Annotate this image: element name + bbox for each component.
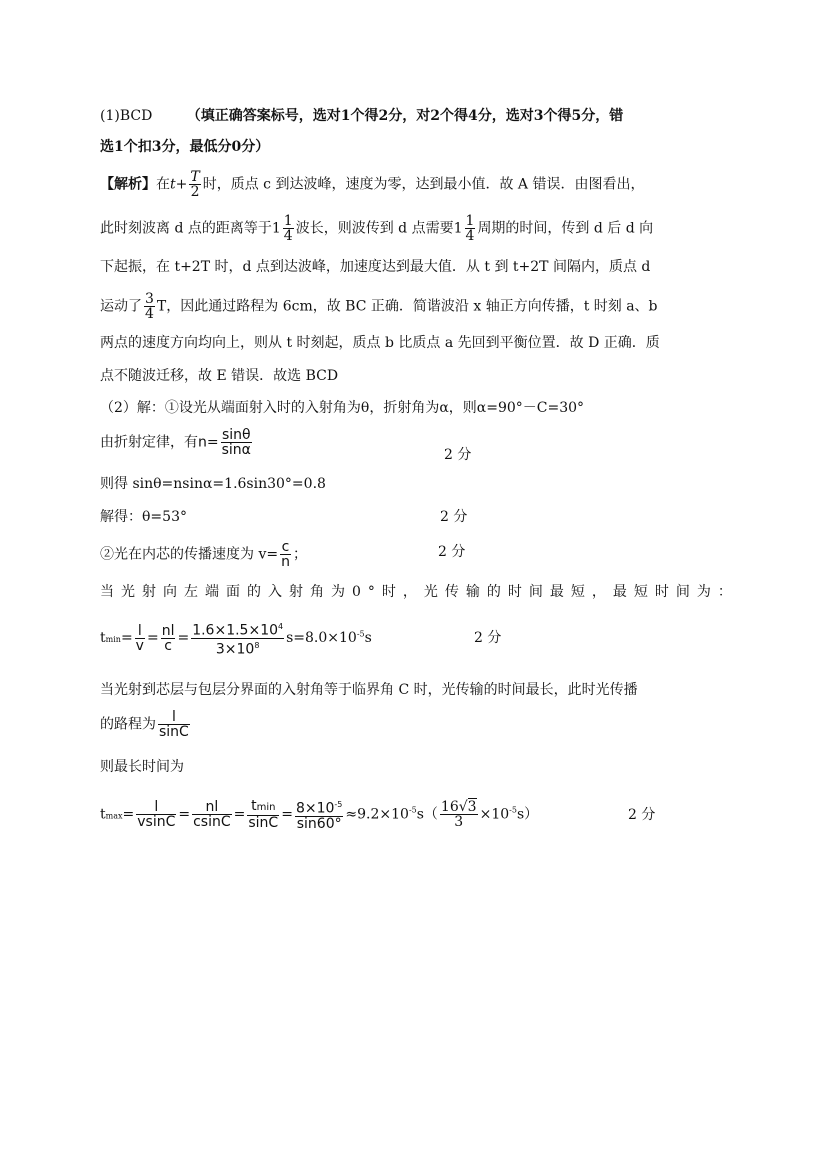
sub: min xyxy=(256,801,276,813)
analysis-line-4 xyxy=(100,292,658,321)
answer: (1)BCD xyxy=(100,108,153,124)
analysis-line-6: 点不随波迁移，故 E 错误．故选 BCD xyxy=(100,368,339,384)
num: c xyxy=(281,539,290,555)
eq: = xyxy=(122,806,135,823)
text: 周期的时间，传到 d 后 d 向 xyxy=(477,220,654,237)
num: nl xyxy=(192,800,232,815)
den: 3×10 xyxy=(215,641,255,658)
part2-line-10: 则最长时间为 xyxy=(100,759,184,775)
sub: max xyxy=(105,811,123,821)
exp: -5 xyxy=(408,805,417,815)
eq: = xyxy=(146,630,159,647)
t: t xyxy=(100,630,106,647)
num: 1.6×1.5×10 xyxy=(192,622,279,639)
num: 1 xyxy=(283,213,293,229)
exp: -5 xyxy=(334,800,343,809)
text: 在 xyxy=(156,176,170,193)
eq: = xyxy=(177,630,190,647)
tail: ×10 xyxy=(479,806,510,823)
part1-answer-line xyxy=(100,106,623,126)
var-t: t xyxy=(170,176,176,193)
fraction-sqrt: $\frac{16√3}{3}$ xyxy=(440,798,477,830)
part2-line-4: 解得：θ=53° xyxy=(100,509,187,525)
analysis-line-3: 下起振，在 t+2T 时，d 点到达波峰，加速度达到最大值．从 t 到 t+2T 间隔内，质点 d xyxy=(100,259,651,275)
instruction: （填正确答案标号，选对1个得2分，对2个得4分，选对3个得5分，错 xyxy=(186,108,624,124)
fraction xyxy=(135,624,145,653)
analysis-line-1 xyxy=(100,170,644,199)
num: t xyxy=(251,797,257,814)
text: T，因此通过路程为 6cm，故 BC 正确．简谐波沿 x 轴正方向传播，t 时刻 a、b xyxy=(156,298,658,315)
den: vsinC xyxy=(137,813,176,830)
text: 的路程为 xyxy=(100,716,156,733)
fraction xyxy=(161,624,176,653)
int: 1 xyxy=(271,220,281,237)
fraction-sin xyxy=(221,428,252,457)
text: 波长，则波传到 d 点需要 xyxy=(295,220,454,237)
num: T xyxy=(190,169,200,185)
t: t xyxy=(100,806,106,823)
unit: s） xyxy=(516,806,539,823)
plus: + xyxy=(175,176,188,193)
fraction xyxy=(191,620,284,656)
part2-line-7 xyxy=(100,620,372,656)
num: 1 xyxy=(465,213,475,229)
fraction xyxy=(158,710,190,739)
fraction-c-n xyxy=(280,540,291,569)
result: s=8.0×10 xyxy=(286,630,357,647)
den: v xyxy=(135,637,144,654)
den: csinC xyxy=(193,813,231,830)
exp: 8 xyxy=(254,640,260,650)
fraction-1-4 xyxy=(283,214,294,243)
score: 2 分 xyxy=(474,630,502,646)
analysis-tag: 【解析】 xyxy=(100,176,156,193)
part2-line-8: 当光射到芯层与包层分界面的入射角等于临界角 C 时，光传输的时间最长，此时光传播 xyxy=(100,682,638,698)
den: sin60° xyxy=(296,815,342,832)
analysis-line-5: 两点的速度方向均向上，则从 t 时刻起，质点 b 比质点 a 先回到平衡位置．故 D 正确．质 xyxy=(100,335,660,351)
fraction-1-4-b xyxy=(465,214,476,243)
exp: -5 xyxy=(356,629,365,639)
instruction-cont: 选1个扣3分，最低分0分） xyxy=(100,139,270,155)
text: 时，质点 c 到达波峰，速度为零，达到最小值．故 A 错误．由图看出， xyxy=(202,176,645,193)
part2-line-5 xyxy=(100,540,307,569)
den: sinα xyxy=(221,442,251,458)
fraction xyxy=(192,800,232,829)
num: l xyxy=(158,710,190,725)
fraction-T-2 xyxy=(189,170,200,199)
part2-line-11 xyxy=(100,798,538,831)
den: c xyxy=(164,637,172,654)
part2-line-3: 则得 sinθ=nsinα=1.6sin30°=0.8 xyxy=(100,476,326,492)
approx: ≈9.2×10 xyxy=(345,806,409,823)
int: 1 xyxy=(453,220,463,237)
den: 4 xyxy=(465,228,475,244)
den: 4 xyxy=(145,306,154,322)
exp: 4 xyxy=(278,622,284,631)
analysis-line-2 xyxy=(100,214,653,243)
num: nl xyxy=(161,622,175,639)
unit: s xyxy=(364,630,372,647)
den: 4 xyxy=(283,228,293,244)
unit: s（ xyxy=(416,806,438,823)
part2-line-2 xyxy=(100,428,254,457)
n-eq: n= xyxy=(198,434,219,451)
eq: = xyxy=(178,806,191,823)
score: 2 分 xyxy=(444,447,472,463)
den: sinC xyxy=(248,814,279,831)
text: 运动了 xyxy=(100,298,142,315)
score: 2 分 xyxy=(438,544,466,560)
text: 由折射定律，有 xyxy=(100,434,198,451)
fraction xyxy=(136,800,176,829)
eq: = xyxy=(281,806,293,823)
den: 2 xyxy=(190,184,200,200)
num: 8×10 xyxy=(295,800,335,817)
den: 3 xyxy=(454,813,464,830)
score: 2 分 xyxy=(440,509,468,525)
num: 3 xyxy=(145,291,154,307)
text: ； xyxy=(292,546,307,563)
eq: = xyxy=(233,806,246,823)
eq: = xyxy=(120,630,133,647)
radicand: 3 xyxy=(467,798,477,815)
den: n xyxy=(281,554,290,570)
num: l xyxy=(136,800,176,815)
fraction xyxy=(247,799,279,830)
text: 此时刻波离 d 点的距离等于 xyxy=(100,220,272,237)
sub: min xyxy=(105,635,121,645)
part2-line-9 xyxy=(100,710,192,739)
part2-line-6: 当光射向左端面的入射角为0°时，光传输的时间最短，最短时间为： xyxy=(100,584,739,600)
part2-line-1: （2）解：①设光从端面射入时的入射角为θ，折射角为α，则α=90°－C=30° xyxy=(100,400,585,416)
den: sinC xyxy=(159,724,189,740)
text: ②光在内芯的传播速度为 v= xyxy=(100,546,279,563)
fraction-3-4 xyxy=(144,292,155,321)
num: 16 xyxy=(440,798,459,815)
score: 2 分 xyxy=(628,807,656,823)
fraction xyxy=(295,798,343,831)
num: sinθ xyxy=(221,427,251,443)
num: l xyxy=(135,624,145,639)
exp: -5 xyxy=(509,805,517,815)
